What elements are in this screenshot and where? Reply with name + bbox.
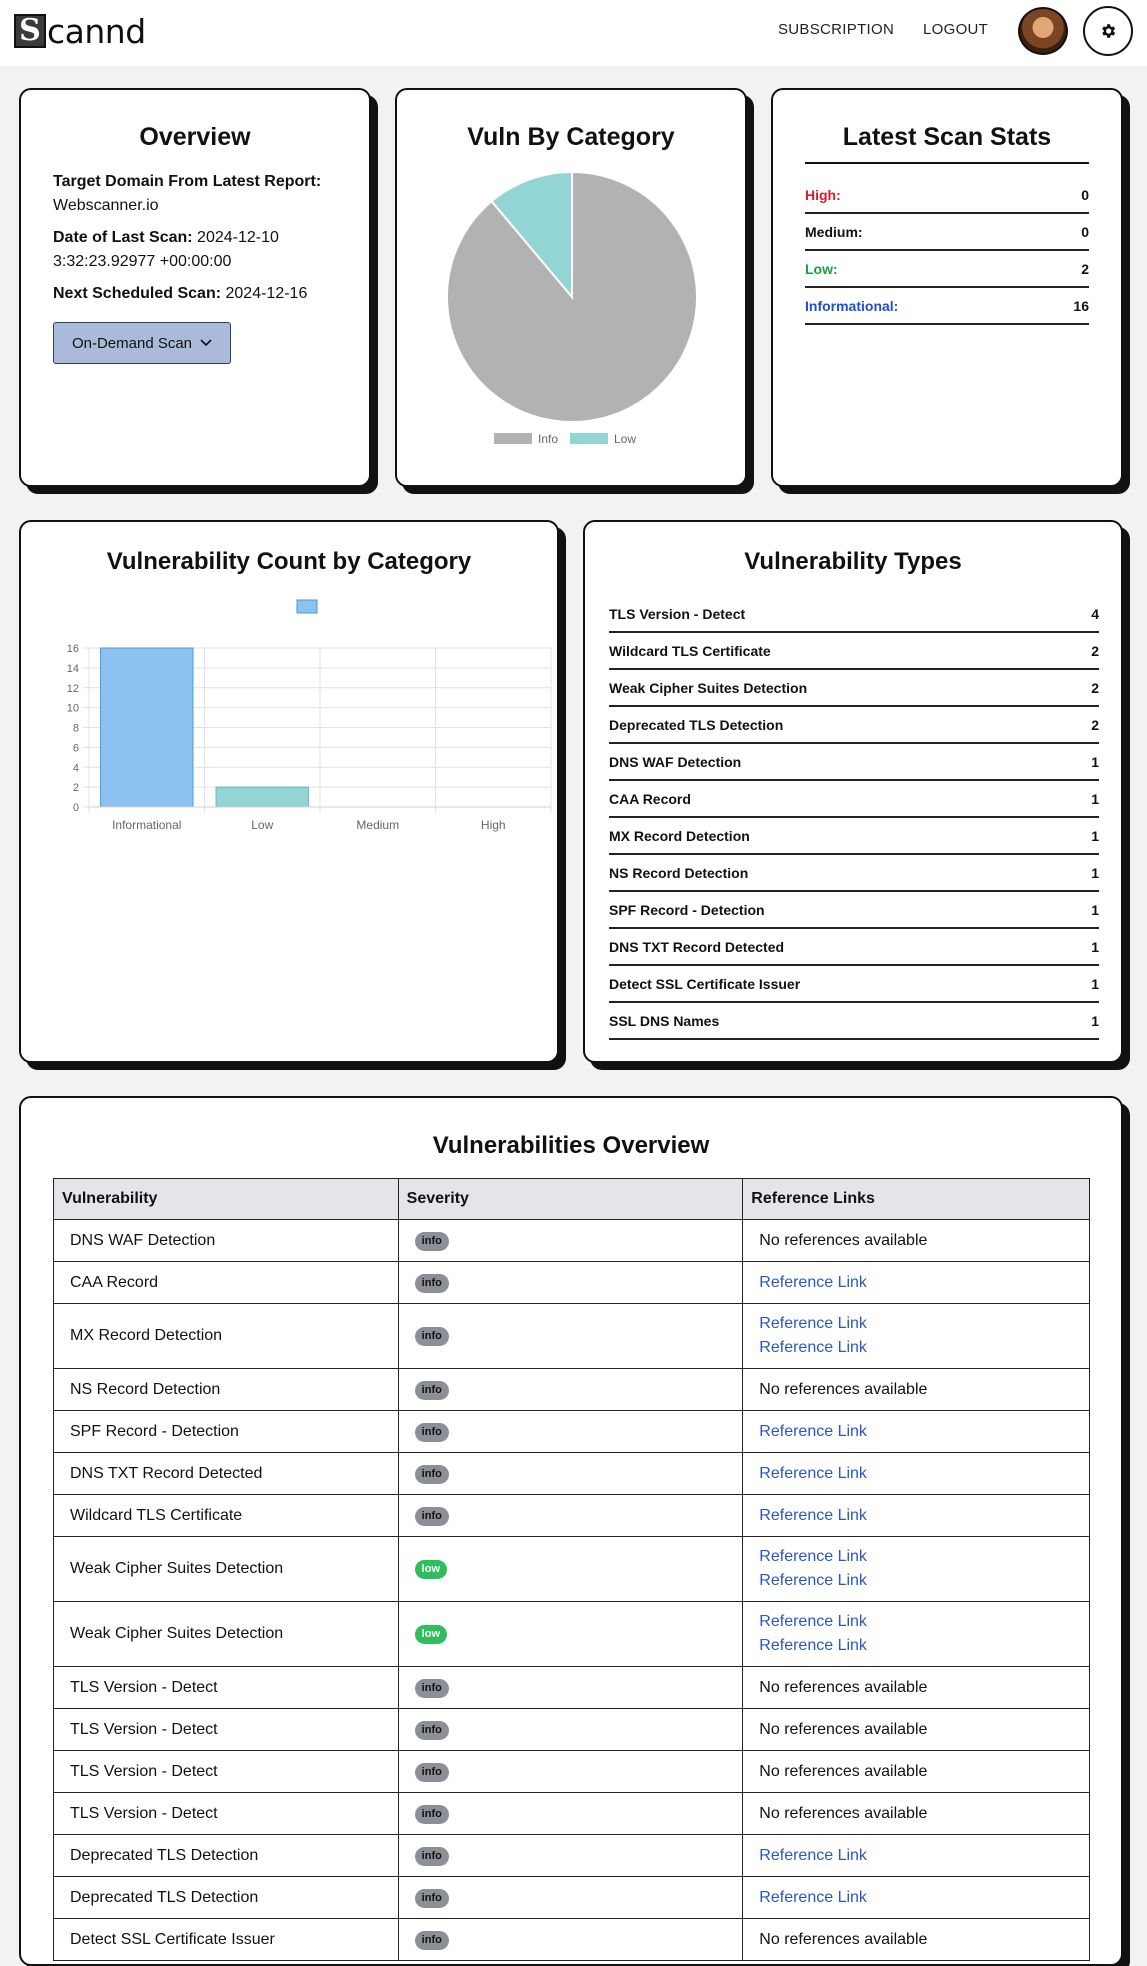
vuln-type-count: 2 bbox=[1091, 642, 1099, 659]
target-domain-value: Webscanner.io bbox=[53, 197, 159, 214]
vuln-type-name: DNS WAF Detection bbox=[609, 753, 742, 770]
top-navbar bbox=[0, 0, 1147, 66]
severity-cell bbox=[398, 1495, 743, 1537]
stat-label: Medium: bbox=[805, 223, 863, 240]
vuln-types-card bbox=[583, 520, 1123, 1063]
table-row bbox=[54, 1495, 1090, 1537]
vuln-type-count: 2 bbox=[1091, 716, 1099, 733]
reference-links-cell bbox=[743, 1453, 1090, 1495]
vuln-type-count: 1 bbox=[1091, 864, 1099, 881]
bar-chart bbox=[35, 598, 555, 832]
vuln-type-name: CAA Record bbox=[609, 790, 691, 807]
vuln-type-name: SSL DNS Names bbox=[609, 1012, 720, 1029]
vuln-type-row bbox=[609, 929, 1099, 966]
y-tick-label: 0 bbox=[72, 802, 79, 814]
user-avatar[interactable] bbox=[1018, 7, 1068, 55]
no-references-text: No references available bbox=[759, 1930, 928, 1948]
reference-link[interactable]: Reference Link bbox=[759, 1464, 867, 1482]
y-tick-label: 6 bbox=[72, 742, 79, 755]
reference-link[interactable]: Reference Link bbox=[759, 1339, 867, 1356]
no-references-text: No references available bbox=[759, 1380, 928, 1398]
severity-badge: info bbox=[415, 1327, 449, 1346]
col-reference-links: Reference Links bbox=[743, 1179, 1090, 1220]
vuln-name-cell: Weak Cipher Suites Detection bbox=[54, 1602, 399, 1667]
vuln-type-count: 2 bbox=[1091, 679, 1099, 696]
table-row bbox=[54, 1537, 1090, 1602]
reference-links-cell bbox=[743, 1667, 1090, 1709]
table-row bbox=[54, 1793, 1090, 1835]
nav-subscription-link[interactable]: SUBSCRIPTION bbox=[778, 21, 895, 38]
vuln-type-name: TLS Version - Detect bbox=[609, 605, 746, 622]
vuln-type-count: 1 bbox=[1091, 901, 1099, 918]
logo-text: cannd bbox=[47, 11, 146, 51]
vuln-type-row bbox=[609, 633, 1099, 670]
vuln-name-cell: Deprecated TLS Detection bbox=[54, 1835, 399, 1877]
x-tick-label: Informational bbox=[112, 818, 182, 832]
reference-links-cell bbox=[743, 1411, 1090, 1453]
vuln-types-title: Vulnerability Types bbox=[744, 548, 962, 575]
stat-value: 16 bbox=[1073, 297, 1089, 314]
y-tick-label: 4 bbox=[72, 762, 79, 775]
severity-cell bbox=[398, 1453, 743, 1495]
vuln-type-row bbox=[609, 596, 1099, 633]
vuln-name-cell: NS Record Detection bbox=[54, 1369, 399, 1411]
table-row bbox=[54, 1877, 1090, 1919]
vuln-type-name: Deprecated TLS Detection bbox=[609, 716, 784, 733]
severity-badge: info bbox=[415, 1889, 449, 1908]
table-row bbox=[54, 1602, 1090, 1667]
vuln-name-cell: DNS WAF Detection bbox=[54, 1220, 399, 1262]
x-tick-label: High bbox=[480, 818, 506, 832]
no-references-text: No references available bbox=[759, 1762, 928, 1780]
on-demand-scan-label: On-Demand Scan bbox=[71, 334, 193, 352]
severity-badge: info bbox=[415, 1274, 449, 1293]
vuln-name-cell: Wildcard TLS Certificate bbox=[54, 1495, 399, 1537]
severity-cell bbox=[398, 1793, 743, 1835]
y-tick-label: 8 bbox=[72, 722, 79, 735]
target-domain bbox=[53, 170, 353, 218]
no-references-text: No references available bbox=[759, 1678, 928, 1696]
reference-links-cell bbox=[743, 1835, 1090, 1877]
severity-badge: info bbox=[415, 1465, 449, 1484]
vuln-type-count: 1 bbox=[1091, 790, 1099, 807]
last-scan-date bbox=[53, 226, 353, 274]
bar-legend-swatch bbox=[297, 600, 317, 613]
severity-badge: info bbox=[415, 1721, 449, 1740]
last-scan-time: 3:32:23.92977 +00:00:00 bbox=[53, 253, 232, 270]
stats-divider bbox=[805, 162, 1089, 164]
legend-swatch bbox=[570, 433, 608, 444]
table-row bbox=[54, 1709, 1090, 1751]
stat-value: 2 bbox=[1081, 260, 1089, 277]
vuln-type-row bbox=[609, 966, 1099, 1003]
table-row bbox=[54, 1220, 1090, 1262]
reference-links-cell bbox=[743, 1877, 1090, 1919]
target-domain-label: Target Domain From Latest Report: bbox=[53, 173, 322, 190]
no-references-text: No references available bbox=[759, 1804, 928, 1822]
vuln-type-name: Weak Cipher Suites Detection bbox=[609, 679, 808, 696]
reference-link[interactable]: Reference Link bbox=[759, 1613, 867, 1630]
table-row bbox=[54, 1835, 1090, 1877]
reference-link[interactable]: Reference Link bbox=[759, 1315, 867, 1332]
vuln-name-cell: TLS Version - Detect bbox=[54, 1751, 399, 1793]
y-tick-label: 10 bbox=[66, 702, 79, 715]
reference-links-cell bbox=[743, 1495, 1090, 1537]
table-row bbox=[54, 1304, 1090, 1369]
severity-cell bbox=[398, 1709, 743, 1751]
stat-row bbox=[805, 214, 1089, 251]
reference-links-cell bbox=[743, 1919, 1090, 1961]
reference-links-cell bbox=[743, 1602, 1090, 1667]
table-row bbox=[54, 1453, 1090, 1495]
reference-links-cell bbox=[743, 1220, 1090, 1262]
latest-scan-stats-title: Latest Scan Stats bbox=[842, 123, 1052, 151]
vuln-type-row bbox=[609, 892, 1099, 929]
next-scan-label: Next Scheduled Scan: bbox=[53, 285, 222, 302]
vuln-type-count: 1 bbox=[1091, 975, 1099, 992]
vuln-type-count: 1 bbox=[1091, 938, 1099, 955]
overview-title: Overview bbox=[139, 123, 251, 151]
vuln-name-cell: TLS Version - Detect bbox=[54, 1709, 399, 1751]
chevron-down-icon bbox=[200, 339, 212, 347]
vuln-type-name: Wildcard TLS Certificate bbox=[609, 642, 771, 659]
vuln-type-row bbox=[609, 744, 1099, 781]
severity-badge: info bbox=[415, 1381, 449, 1400]
reference-links-cell bbox=[743, 1262, 1090, 1304]
reference-link[interactable]: Reference Link bbox=[759, 1548, 867, 1565]
vuln-type-count: 1 bbox=[1091, 753, 1099, 770]
severity-badge: info bbox=[415, 1232, 449, 1251]
reference-links-cell bbox=[743, 1304, 1090, 1369]
pie-chart bbox=[445, 170, 699, 424]
reference-link[interactable]: Reference Link bbox=[759, 1888, 867, 1906]
vuln-name-cell: TLS Version - Detect bbox=[54, 1793, 399, 1835]
next-scan-date bbox=[53, 282, 353, 306]
vuln-type-name: NS Record Detection bbox=[609, 864, 749, 881]
severity-badge: info bbox=[415, 1763, 449, 1782]
table-row bbox=[54, 1369, 1090, 1411]
vuln-type-count: 1 bbox=[1091, 1012, 1099, 1029]
severity-badge: info bbox=[415, 1679, 449, 1698]
table-row bbox=[54, 1919, 1090, 1961]
col-severity: Severity bbox=[398, 1179, 743, 1220]
no-references-text: No references available bbox=[759, 1231, 928, 1249]
stat-value: 0 bbox=[1081, 186, 1089, 203]
severity-cell bbox=[398, 1220, 743, 1262]
severity-badge: low bbox=[415, 1625, 447, 1644]
reference-links-cell bbox=[743, 1793, 1090, 1835]
vuln-by-category-title: Vuln By Category bbox=[467, 123, 675, 151]
stat-label: Informational: bbox=[805, 297, 899, 314]
severity-cell bbox=[398, 1751, 743, 1793]
x-tick-label: Low bbox=[251, 818, 274, 832]
stat-label: Low: bbox=[805, 260, 838, 277]
severity-badge: info bbox=[415, 1423, 449, 1442]
severity-badge: info bbox=[415, 1805, 449, 1824]
nav-logout-link[interactable]: LOGOUT bbox=[923, 21, 989, 38]
y-tick-label: 2 bbox=[72, 782, 79, 795]
on-demand-scan-button[interactable] bbox=[53, 322, 231, 364]
reference-link[interactable]: Reference Link bbox=[759, 1637, 867, 1654]
stat-value: 0 bbox=[1081, 223, 1089, 240]
vuln-type-row bbox=[609, 818, 1099, 855]
severity-cell bbox=[398, 1667, 743, 1709]
vuln-type-row bbox=[609, 855, 1099, 892]
reference-links-cell bbox=[743, 1537, 1090, 1602]
vuln-name-cell: TLS Version - Detect bbox=[54, 1667, 399, 1709]
table-row bbox=[54, 1751, 1090, 1793]
severity-badge: info bbox=[415, 1931, 449, 1950]
reference-link[interactable]: Reference Link bbox=[759, 1422, 867, 1440]
vuln-type-row bbox=[609, 670, 1099, 707]
vuln-type-row bbox=[609, 1003, 1099, 1040]
vuln-type-count: 4 bbox=[1091, 605, 1099, 622]
reference-link[interactable]: Reference Link bbox=[759, 1273, 867, 1291]
count-by-category-title: Vulnerability Count by Category bbox=[106, 548, 472, 575]
vulns-overview-title: Vulnerabilities Overview bbox=[432, 1132, 710, 1159]
last-scan-value: 2024-12-10 bbox=[197, 229, 279, 246]
vuln-by-category-card bbox=[395, 88, 747, 487]
y-tick-label: 12 bbox=[66, 682, 79, 695]
severity-badge: info bbox=[415, 1847, 449, 1866]
stat-row bbox=[805, 251, 1089, 288]
reference-link[interactable]: Reference Link bbox=[759, 1846, 867, 1864]
reference-links-cell bbox=[743, 1709, 1090, 1751]
vuln-name-cell: Weak Cipher Suites Detection bbox=[54, 1537, 399, 1602]
next-scan-value: 2024-12-16 bbox=[225, 285, 308, 302]
vuln-name-cell: SPF Record - Detection bbox=[54, 1411, 399, 1453]
severity-cell bbox=[398, 1304, 743, 1369]
vuln-name-cell: Detect SSL Certificate Issuer bbox=[54, 1919, 399, 1961]
table-row bbox=[54, 1411, 1090, 1453]
vuln-type-name: Detect SSL Certificate Issuer bbox=[609, 975, 801, 992]
table-row bbox=[54, 1667, 1090, 1709]
severity-cell bbox=[398, 1262, 743, 1304]
vuln-type-row bbox=[609, 781, 1099, 818]
vuln-name-cell: MX Record Detection bbox=[54, 1304, 399, 1369]
logo-mark: S bbox=[14, 14, 46, 48]
vuln-name-cell: CAA Record bbox=[54, 1262, 399, 1304]
gear-icon bbox=[1099, 22, 1117, 40]
vuln-type-name: SPF Record - Detection bbox=[609, 901, 765, 918]
stat-row bbox=[805, 177, 1089, 214]
reference-links-cell bbox=[743, 1751, 1090, 1793]
severity-badge: info bbox=[415, 1507, 449, 1526]
reference-links-cell bbox=[743, 1369, 1090, 1411]
severity-cell bbox=[398, 1411, 743, 1453]
bar-low bbox=[216, 787, 308, 807]
severity-cell bbox=[398, 1919, 743, 1961]
stat-row bbox=[805, 288, 1089, 325]
severity-cell bbox=[398, 1877, 743, 1919]
table-header-row bbox=[54, 1179, 1090, 1220]
bar-informational bbox=[101, 648, 193, 807]
reference-link[interactable]: Reference Link bbox=[759, 1572, 867, 1589]
severity-cell bbox=[398, 1369, 743, 1411]
overview-card bbox=[19, 88, 371, 487]
vulns-overview-card bbox=[19, 1096, 1123, 1966]
severity-cell bbox=[398, 1602, 743, 1667]
severity-badge: low bbox=[415, 1560, 447, 1579]
settings-button[interactable] bbox=[1083, 6, 1133, 56]
vulns-table bbox=[53, 1178, 1090, 1961]
stat-label: High: bbox=[805, 186, 841, 203]
table-row bbox=[54, 1262, 1090, 1304]
legend-swatch bbox=[494, 433, 532, 444]
count-by-category-card bbox=[19, 520, 559, 1063]
y-tick-label: 16 bbox=[66, 643, 79, 655]
last-scan-label: Date of Last Scan: bbox=[53, 229, 193, 246]
vuln-type-name: MX Record Detection bbox=[609, 827, 750, 844]
legend-label: Low bbox=[614, 431, 637, 446]
vuln-name-cell: DNS TXT Record Detected bbox=[54, 1453, 399, 1495]
vuln-type-row bbox=[609, 707, 1099, 744]
y-tick-label: 14 bbox=[66, 662, 79, 675]
reference-link[interactable]: Reference Link bbox=[759, 1506, 867, 1524]
no-references-text: No references available bbox=[759, 1720, 928, 1738]
brand-logo[interactable] bbox=[14, 13, 146, 49]
pie-legend bbox=[397, 430, 745, 448]
latest-scan-stats-card bbox=[771, 88, 1123, 487]
x-tick-label: Medium bbox=[356, 818, 400, 832]
vuln-name-cell: Deprecated TLS Detection bbox=[54, 1877, 399, 1919]
severity-cell bbox=[398, 1537, 743, 1602]
legend-label: Info bbox=[537, 431, 558, 446]
vuln-type-count: 1 bbox=[1091, 827, 1099, 844]
col-vulnerability: Vulnerability bbox=[54, 1179, 399, 1220]
vuln-type-name: DNS TXT Record Detected bbox=[609, 938, 785, 955]
severity-cell bbox=[398, 1835, 743, 1877]
